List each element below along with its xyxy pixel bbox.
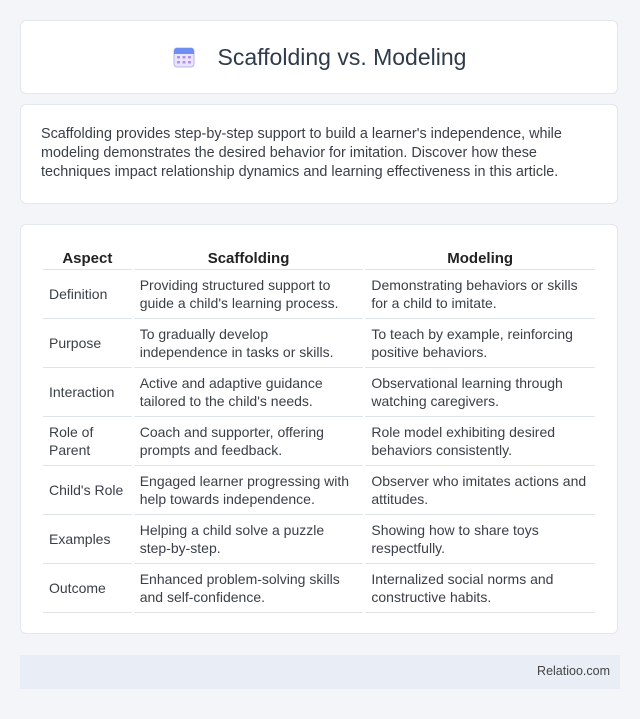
- row-scaffolding: Helping a child solve a puzzle step-by-step.: [134, 515, 364, 564]
- row-modeling: Observational learning through watching caregivers.: [365, 368, 595, 417]
- row-aspect: Child's Role: [43, 466, 132, 515]
- row-modeling: Role model exhibiting desired behaviors consistently.: [365, 417, 595, 466]
- row-aspect: Definition: [43, 270, 132, 319]
- table-header-row: [43, 247, 595, 270]
- table-row: [43, 368, 595, 417]
- comparison-card: [20, 224, 618, 634]
- row-scaffolding: Coach and supporter, offering prompts and feedback.: [134, 417, 364, 466]
- header-aspect: Aspect: [43, 247, 132, 270]
- header-modeling: Modeling: [365, 247, 595, 270]
- row-scaffolding: Engaged learner progressing with help towards independence.: [134, 466, 364, 515]
- row-aspect: Purpose: [43, 319, 132, 368]
- row-aspect: Interaction: [43, 368, 132, 417]
- intro-card: [20, 104, 618, 204]
- table-row: [43, 515, 595, 564]
- row-scaffolding: To gradually develop independence in tasks or skills.: [134, 319, 364, 368]
- row-modeling: To teach by example, reinforcing positive behaviors.: [365, 319, 595, 368]
- row-aspect: Outcome: [43, 564, 132, 613]
- table-row: [43, 319, 595, 368]
- footer: [20, 655, 620, 689]
- page-title: Scaffolding vs. Modeling: [217, 43, 467, 70]
- row-aspect: Examples: [43, 515, 132, 564]
- table-row: [43, 564, 595, 613]
- title-card: [20, 20, 618, 94]
- row-modeling: Demonstrating behaviors or skills for a child to imitate.: [365, 270, 595, 319]
- calendar-icon: [172, 45, 196, 69]
- table-row: [43, 466, 595, 515]
- row-aspect: Role of Parent: [43, 417, 132, 466]
- footer-brand: Relatioo.com: [537, 664, 610, 678]
- row-scaffolding: Active and adaptive guidance tailored to the child's needs.: [134, 368, 364, 417]
- row-scaffolding: Providing structured support to guide a child's learning process.: [134, 270, 364, 319]
- row-modeling: Observer who imitates actions and attitudes.: [365, 466, 595, 515]
- intro-text: Scaffolding provides step-by-step support to build a learner's independence, while modeling demonstrates the desired behavior for imitation. Discover how these techniques impact relationship dynamics and learning effectiveness in this article.: [41, 126, 562, 180]
- row-modeling: Internalized social norms and constructive habits.: [365, 564, 595, 613]
- table-row: [43, 417, 595, 466]
- row-scaffolding: Enhanced problem-solving skills and self-confidence.: [134, 564, 364, 613]
- table-row: [43, 270, 595, 319]
- comparison-table: [41, 247, 597, 613]
- row-modeling: Showing how to share toys respectfully.: [365, 515, 595, 564]
- header-scaffolding: Scaffolding: [134, 247, 364, 270]
